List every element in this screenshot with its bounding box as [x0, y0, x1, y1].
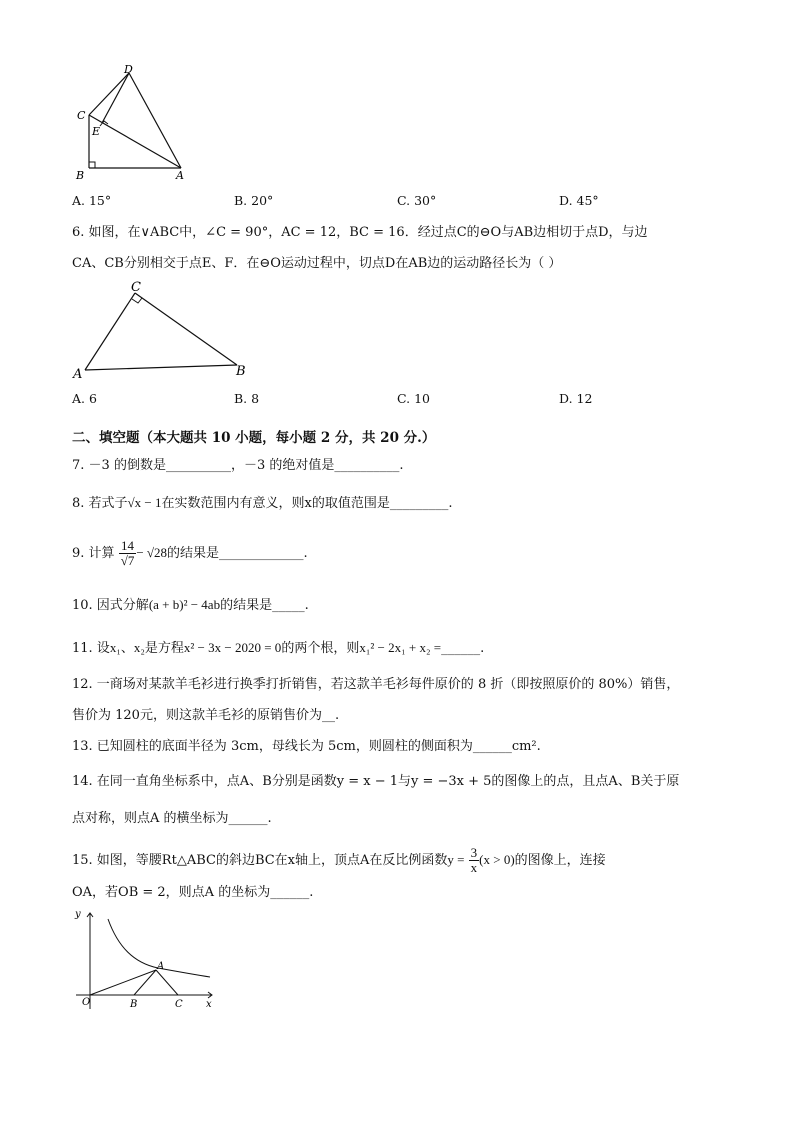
q9-suffix: 的结果是_____________. — [167, 546, 308, 561]
q15-numerator: 3 — [470, 845, 478, 860]
q15-line1 — [72, 840, 606, 880]
segment-da — [129, 73, 181, 168]
label-b: B — [236, 364, 246, 379]
q9-fraction — [119, 539, 137, 568]
q10-suffix: 的结果是_____. — [220, 598, 309, 613]
label-a: A — [157, 961, 165, 972]
q6-line1: 6. 如图，在∨ABC中，∠C = 90°，AC = 12，BC = 16．经过点C的⊖O与AB边相切于点D，与边 — [72, 225, 648, 240]
q15-fraction — [469, 846, 480, 875]
q11-roots: x₁、x₂ — [109, 640, 145, 655]
q10-prefix: 10. 因式分解 — [72, 598, 149, 613]
q11-suffix: ______. — [441, 641, 485, 656]
q15-suffix: 的图像上，连接 — [514, 853, 606, 868]
q8-prefix: 8. 若式子 — [72, 496, 128, 511]
segment-cb — [135, 293, 237, 365]
q6-option-b[interactable]: B. 8 — [234, 391, 260, 406]
label-b: B — [130, 999, 138, 1010]
section-heading-fill-in: 二、填空题（本大题共 10 小题，每小题 2 分，共 20 分.） — [72, 430, 436, 446]
q11-line — [72, 639, 484, 658]
q9-prefix: 9. 计算 — [72, 546, 115, 561]
label-e: E — [92, 125, 101, 138]
q14-line2: 点对称，则点A 的横坐标为______. — [72, 811, 272, 826]
q11-mid2: 的两个根，则 — [281, 641, 360, 656]
q8-suffix: 在实数范围内有意义，则x的取值范围是_________. — [161, 496, 453, 511]
q6-figure — [70, 278, 250, 382]
label-c: C — [131, 280, 141, 295]
q9-line — [72, 533, 308, 573]
q15-line2: OA，若OB = 2，则点A 的坐标为______. — [72, 885, 314, 900]
q11-equation: x² − 3x − 2020 = 0 — [183, 640, 282, 655]
q6-option-c[interactable]: C. 10 — [397, 391, 430, 406]
q15-condition: (x > 0) — [479, 852, 515, 867]
q15-figure — [72, 905, 222, 1015]
label-y: y — [75, 909, 81, 920]
q11-mid: 是方程 — [144, 641, 184, 656]
q5-option-b[interactable]: B. 20° — [234, 193, 274, 208]
label-c: C — [175, 999, 183, 1010]
q11-prefix: 11. 设 — [72, 641, 110, 656]
segment-ab — [85, 365, 237, 370]
q9-numerator: 14 — [119, 539, 137, 554]
label-a: A — [73, 367, 83, 382]
q12-line1: 12. 一商场对某款羊毛衫进行换季打折销售，若这款羊毛衫每件原价的 8 折（即按照原价的 80%）销售， — [72, 677, 680, 692]
q12-line2: 售价为 120元，则这款羊毛衫的原销售价为__. — [72, 708, 340, 723]
q9-expression: − √28 — [136, 545, 168, 560]
segment-oa — [90, 970, 156, 995]
q6-line2: CA、CB分别相交于点E、F．在⊖O运动过程中，切点D在AB边的运动路径长为（ ） — [72, 256, 562, 271]
label-d: D — [124, 63, 133, 76]
q14-line1: 14. 在同一直角坐标系中，点A、B分别是函数y = x − 1与y = −3x + 5的图像上的点，且点A、B关于原 — [72, 774, 680, 789]
q10-expression: (a + b)² − 4ab — [148, 597, 221, 612]
right-angle-b — [89, 162, 95, 168]
segment-de — [102, 73, 129, 123]
label-a: A — [176, 169, 184, 182]
q6-option-d[interactable]: D. 12 — [559, 391, 593, 406]
label-o: O — [82, 997, 91, 1008]
label-x: x — [206, 999, 212, 1010]
q8-line — [72, 494, 452, 513]
q9-denominator: √7 — [120, 553, 135, 568]
segment-ca — [85, 293, 135, 370]
q7-text: 7. －3 的倒数是__________，－3 的绝对值是__________. — [72, 458, 404, 473]
label-b: B — [76, 169, 85, 182]
right-angle-c — [132, 298, 142, 303]
segment-cd — [89, 73, 129, 115]
q5-figure — [70, 62, 200, 184]
label-c: C — [77, 109, 86, 122]
q10-line — [72, 596, 309, 615]
q11-expression: x₁² − 2x₁ + x₂ = — [359, 640, 442, 655]
q5-option-c[interactable]: C. 30° — [397, 193, 437, 208]
q13-text: 13. 已知圆柱的底面半径为 3cm，母线长为 5cm，则圆柱的侧面积为______cm². — [72, 739, 541, 754]
segment-ca — [156, 970, 178, 995]
q15-prefix: 15. 如图，等腰Rt△ABC的斜边BC在x轴上，顶点A在反比例函数 — [72, 853, 448, 868]
q5-option-d[interactable]: D. 45° — [559, 193, 599, 208]
q15-denominator: x — [470, 860, 478, 875]
q15-function-lhs: y = — [447, 852, 465, 867]
q6-option-a[interactable]: A. 6 — [72, 391, 97, 406]
q5-option-a[interactable]: A. 15° — [72, 193, 112, 208]
q8-expression: √x − 1 — [127, 495, 162, 510]
